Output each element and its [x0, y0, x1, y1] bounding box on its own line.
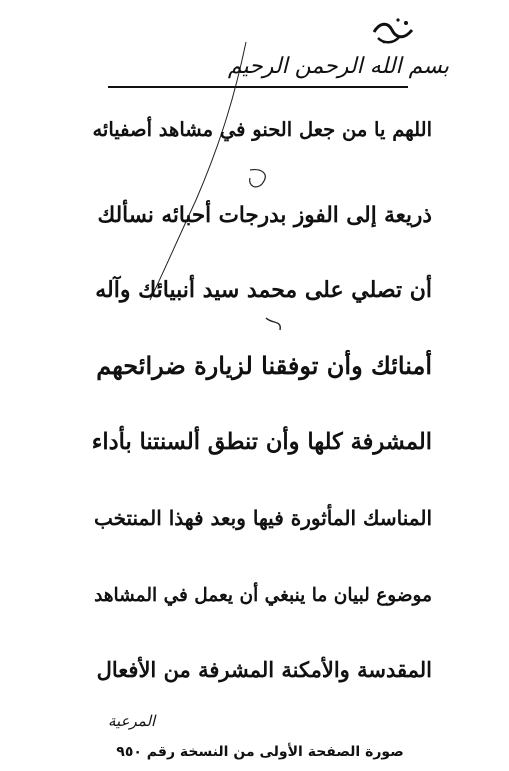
ornament-icon: [370, 14, 416, 48]
catchword: المرعية: [108, 712, 156, 730]
basmala-underline: [108, 86, 408, 88]
figure-caption: صورة الصفحة الأولى من النسخة رقم ٩٥٠: [116, 744, 404, 760]
manuscript-line-7: موضوع لبيان ما ينبغي أن يعمل في المشاهد: [94, 585, 432, 606]
manuscript-line-4: أمنائك وأن توفقنا لزيارة ضرائحهم: [96, 351, 432, 380]
manuscript-line-5: المشرفة كلها وأن تنطق ألسنتنا بأداء: [91, 429, 432, 455]
manuscript-line-2: ذريعة إلى الفوز بدرجات أحبائه نسألك: [97, 203, 432, 228]
manuscript-line-8: المقدسة والأمكنة المشرفة من الأفعال: [96, 657, 432, 682]
manuscript-line-1: اللهم يا من جعل الحنو في مشاهد أصفيائه: [92, 118, 432, 141]
manuscript-line-6: المناسك المأثورة فيها وبعد فهذا المنتخب: [93, 506, 432, 530]
basmala-heading: بسم الله الرحمن الرحيم: [227, 54, 449, 79]
manuscript-line-3: أن تصلي على محمد سيد أنبيائك وآله: [95, 277, 432, 303]
